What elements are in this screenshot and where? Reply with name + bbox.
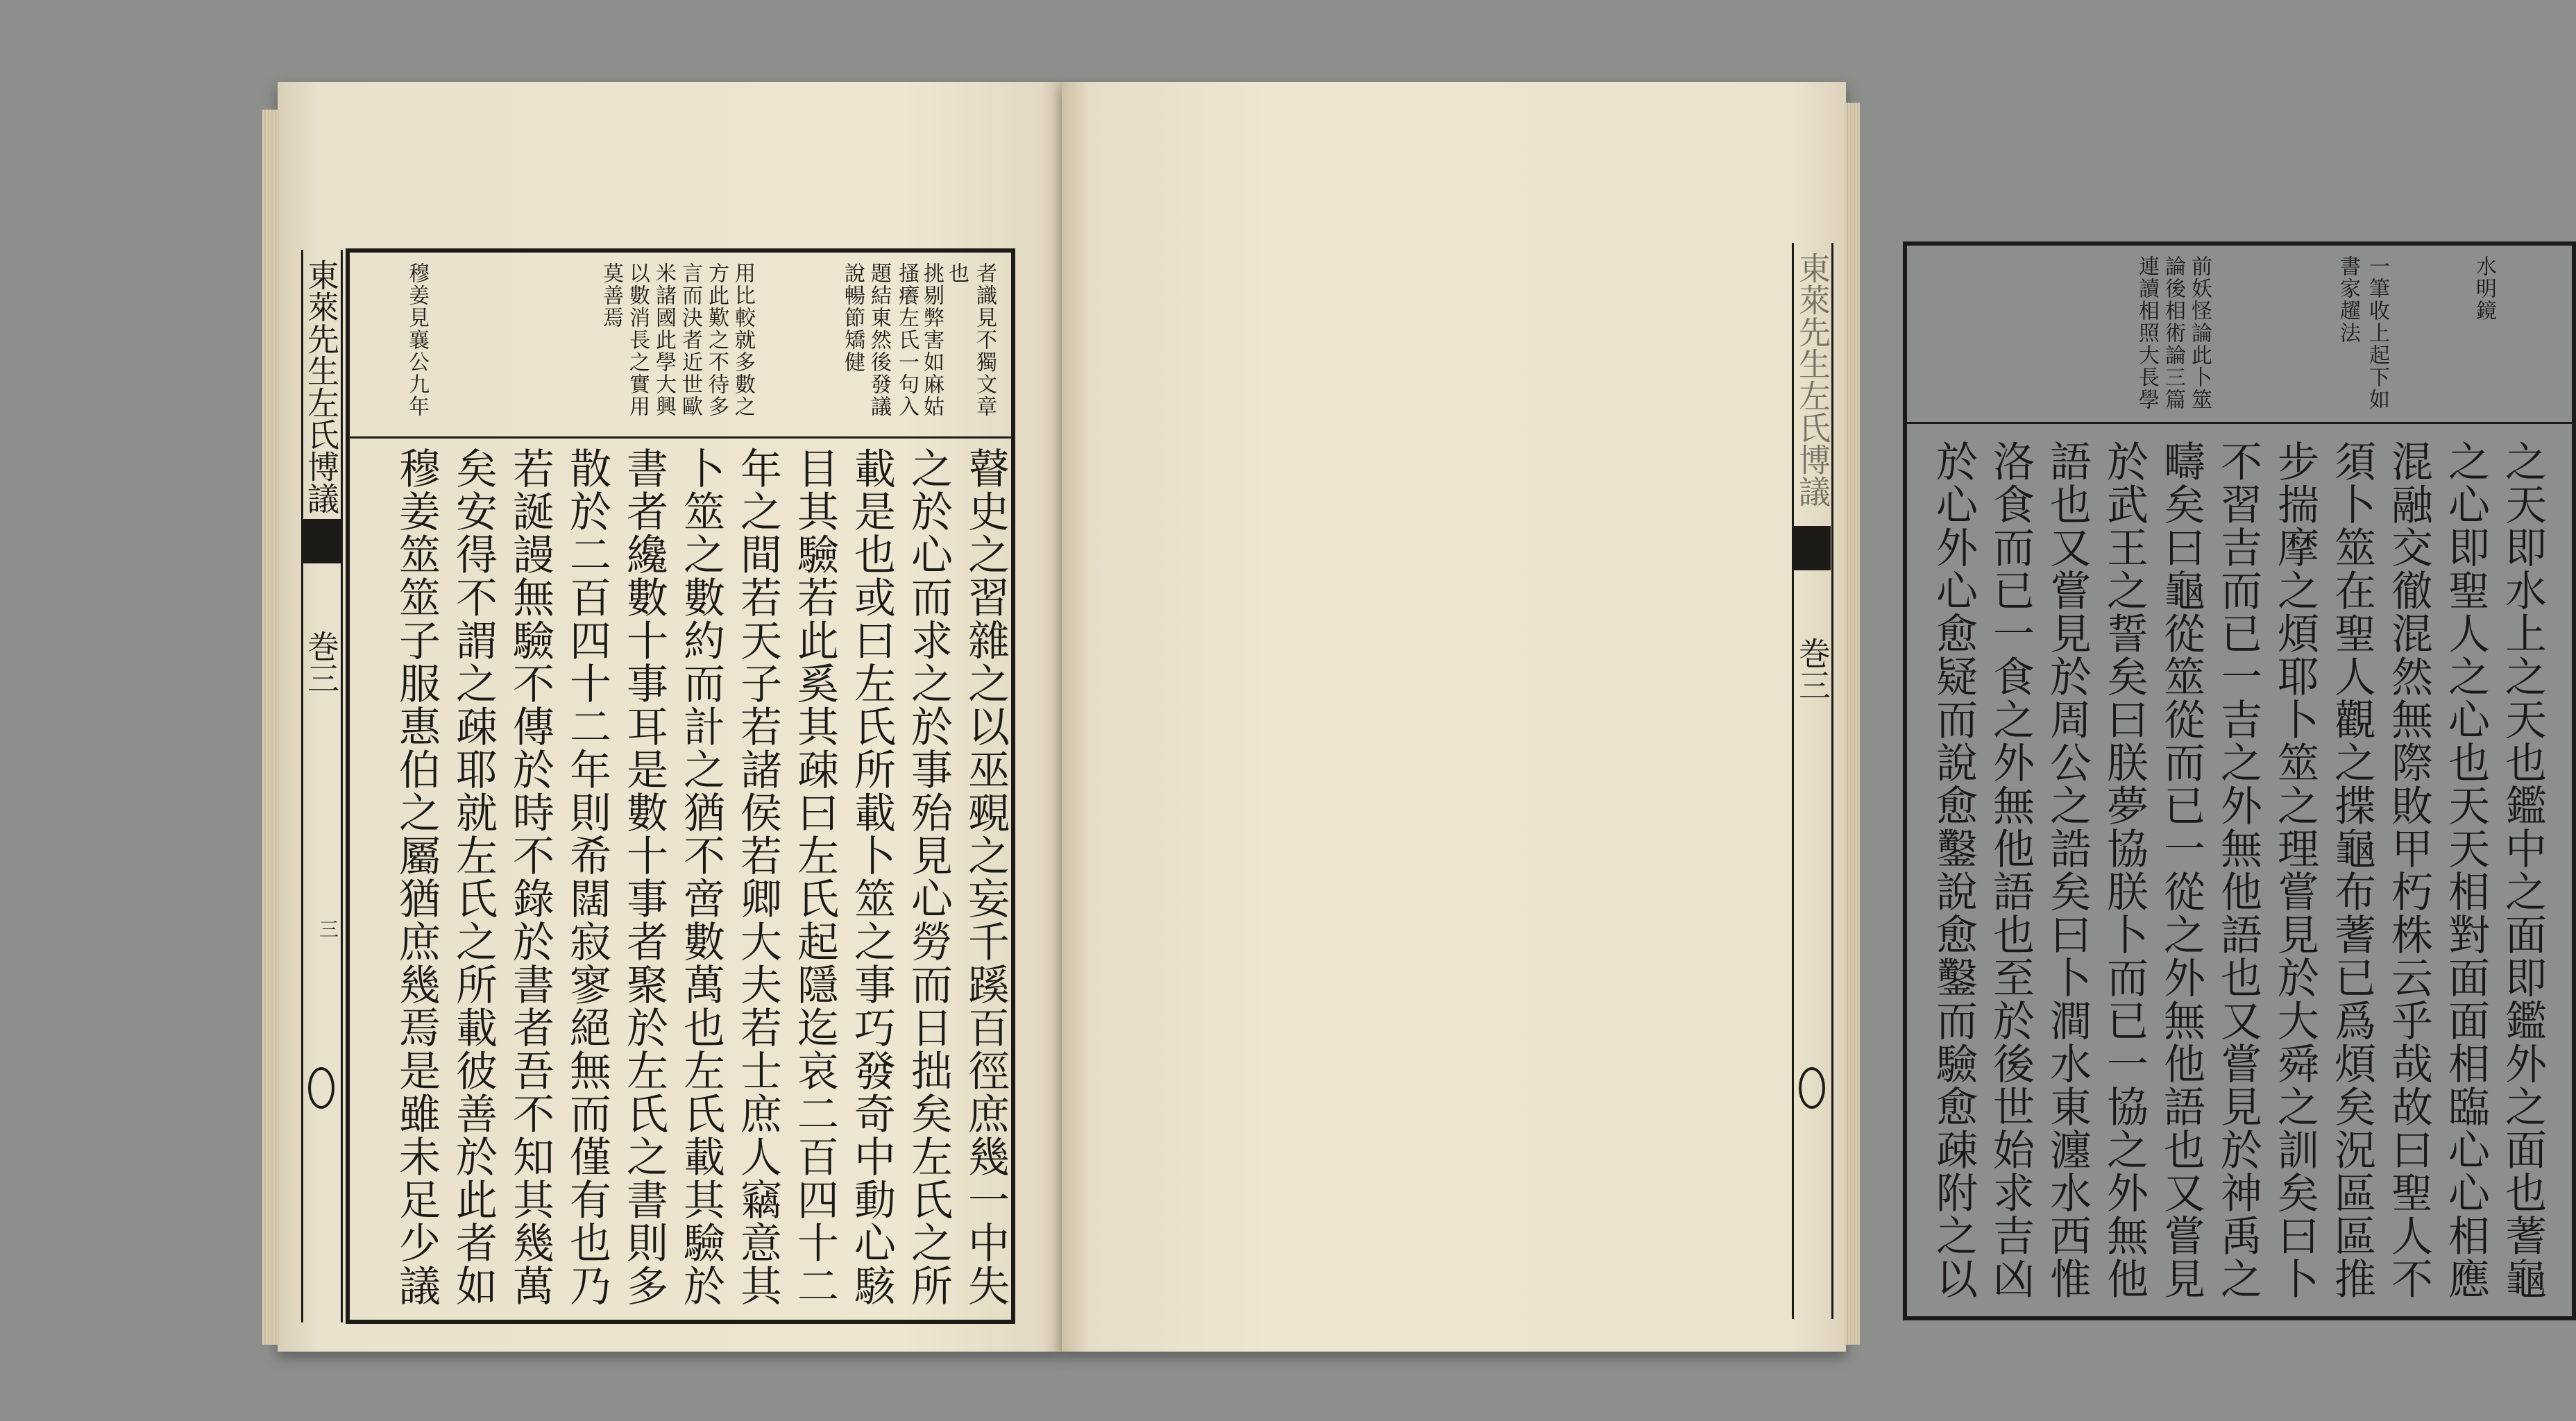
- body-column: 書者纔數十事耳是數十事者聚於左氏之書則多: [620, 447, 668, 1307]
- body-column: 於武王之誓矣曰朕夢協朕卜而已一協之外無他: [2100, 440, 2149, 1300]
- note-column: 書家趯法: [2336, 255, 2360, 344]
- body-column: 散於二百四十二年則希闊寂寥絕無而僅有也乃: [563, 447, 611, 1307]
- right-text-frame: [1903, 241, 2576, 1320]
- note-column: 連讀相照大長學: [2135, 255, 2159, 411]
- body-column: 於心外心愈疑而說愈鑿說愈鑿而驗愈疎附之以: [1929, 440, 1978, 1300]
- note-column: 前妖怪論此卜筮: [2187, 255, 2212, 411]
- note-column: 搔癢左氏一句入: [895, 262, 919, 418]
- note-column: 方此歎之不待多: [704, 262, 729, 418]
- book-title: 東萊先生左氏博議: [1794, 252, 1831, 507]
- body-column: 若誕謾無驗不傳於時不錄於書者吾不知其幾萬: [506, 447, 554, 1307]
- body-column: 洛食而已一食之外無他語也至於後世始求吉凶: [1986, 440, 2035, 1300]
- header-rule: [350, 436, 1011, 439]
- volume-label: 巻三: [303, 630, 340, 694]
- fold-mark: [1799, 1067, 1825, 1109]
- body-column: 須卜筮在聖人觀之揲龜布蓍已爲煩矣況區區推: [2328, 440, 2376, 1300]
- body-column: 目其驗若此奚其疎曰左氏起隱迄哀二百四十二: [790, 447, 839, 1307]
- body-column: 瞽史之習雜之以巫覡之妄千蹊百徑庶幾一中失: [961, 447, 1010, 1307]
- header-rule: [1907, 422, 2572, 424]
- note-column: 題結東然後發議: [867, 262, 891, 418]
- note-column: 米諸國此學大興: [652, 262, 676, 418]
- note-column: 論後相術論三篇: [2161, 255, 2185, 411]
- body-column: 年之間若天子若諸侯若卿大夫若士庶人竊意其: [734, 447, 782, 1307]
- body-column: 語也又嘗見於周公之誥矣曰卜澗水東瀍水西惟: [2043, 440, 2092, 1300]
- left-page: [278, 82, 1062, 1352]
- open-book: [278, 82, 2547, 1352]
- body-column: 矣安得不謂之疎耶就左氏之所載彼善於此者如: [449, 447, 498, 1307]
- note-column: 以數消長之實用: [625, 262, 650, 418]
- note-column: 一筆收上起下如: [2365, 255, 2389, 411]
- note-column: 說暢節矯健: [840, 262, 865, 373]
- note-column: 也: [944, 262, 969, 284]
- left-text-frame: [346, 248, 1015, 1324]
- body-column: 之於心而求之於事殆見心勞而日拙矣左氏之所: [904, 447, 953, 1307]
- right-page: [1062, 82, 2547, 1352]
- body-column: 之心即聖人之心也天天相對面面相臨心心相應: [2441, 440, 2490, 1300]
- note-column: 言而決者近世歐: [678, 262, 702, 418]
- note-column: 莫善焉: [599, 262, 623, 329]
- body-column: 穆姜筮筮子服惠伯之屬猶庶幾焉是雖未足少議: [392, 447, 441, 1307]
- note-column: 水明鏡: [2472, 255, 2496, 322]
- book-title: 東萊先生左氏博議: [303, 259, 340, 514]
- body-column: 混融交徹混然無際敗甲朽株云乎哉故曰聖人不: [2384, 440, 2433, 1300]
- page-edges: [1845, 103, 1860, 1345]
- body-column: 載是也或曰左氏所載卜筮之事巧發奇中動心駭: [847, 447, 896, 1307]
- fold-mark: [308, 1067, 334, 1109]
- note-column: 者識見不獨文章: [972, 262, 997, 418]
- page-number: 三: [319, 918, 339, 941]
- body-column: 疇矣曰龜從筮從而已一從之外無他語也又嘗見: [2157, 440, 2205, 1300]
- body-column: 步揣摩之煩耶卜筮之理嘗見於大舜之訓矣曰卜: [2271, 440, 2319, 1300]
- note-column: 穆姜見襄公九年: [405, 262, 429, 418]
- body-column: 之天即水上之天也鑑中之面即鑑外之面也蓍龜: [2498, 440, 2547, 1300]
- body-column: 不習吉而已一吉之外無他語也又嘗見於神禹之: [2214, 440, 2262, 1300]
- volume-label: 巻三: [1794, 637, 1831, 701]
- fish-tail-mark: [1793, 526, 1831, 570]
- body-column: 卜筮之數約而計之猶不啻數萬也左氏載其驗於: [677, 447, 725, 1307]
- note-column: 挑剔弊害如麻姑: [920, 262, 944, 418]
- fish-tail-mark: [303, 519, 341, 563]
- note-column: 用比較就多數之: [731, 262, 755, 418]
- page-edges: [262, 110, 279, 1345]
